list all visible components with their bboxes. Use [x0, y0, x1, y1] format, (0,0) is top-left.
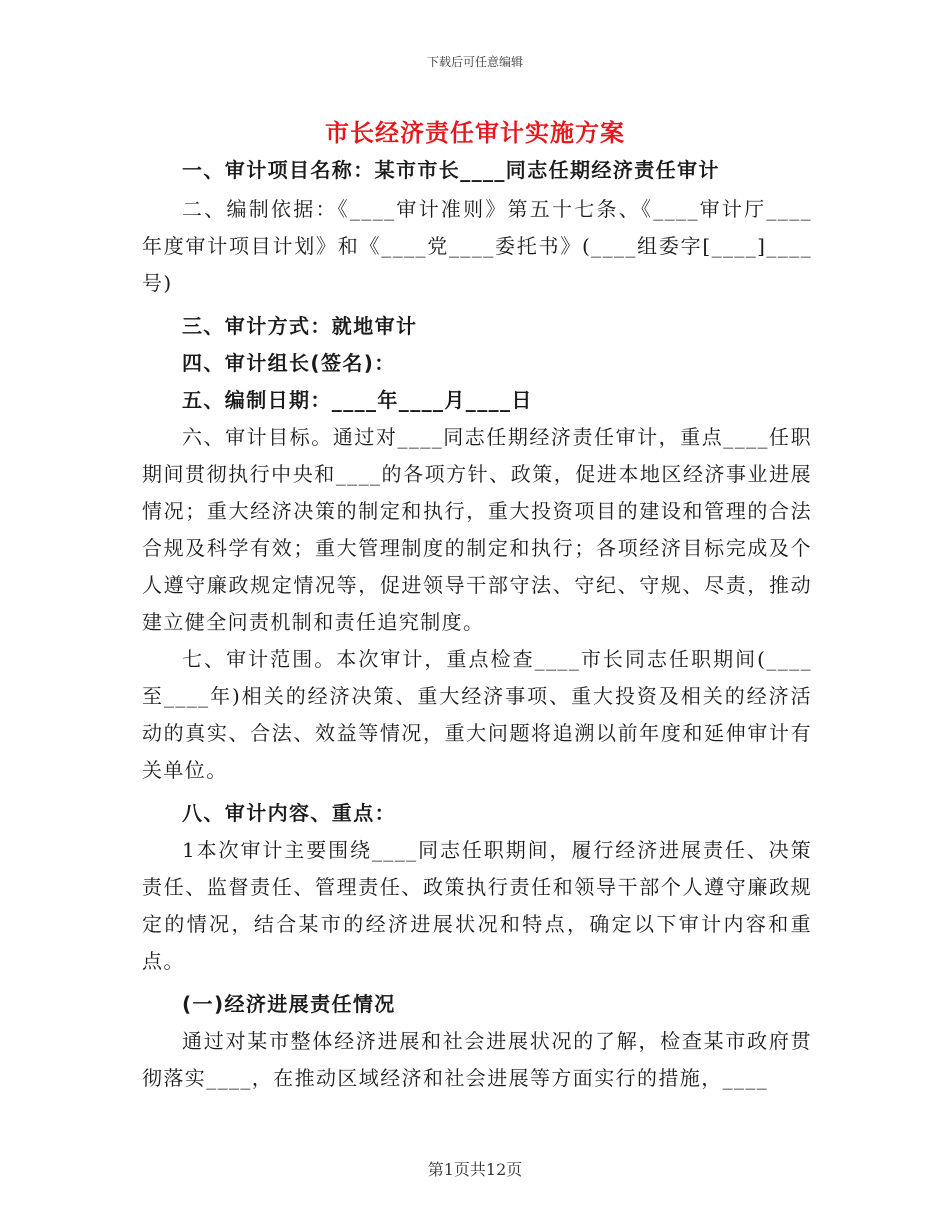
document-body — [142, 152, 812, 1097]
page-footer: 第1页共12页 — [427, 1160, 523, 1179]
document-title: 市长经济责任审计实施方案 — [325, 118, 625, 147]
item-audit-content-heading: 八、审计内容、重点： — [182, 801, 396, 825]
item-audit-objective: 六、审计目标。通过对____同志任期经济责任审计，重点____任职期间贯彻执行中央和____的各项方针、政策，促进本地区经济事业进展情况；重大经济决策的制定和执行，重大投资项目的建设和管理的合法合规及科学有效；重大管理制度的制定和执行；各项经济目标完成及个人遵守廉政规定情况等，促进领导干部守法、守纪、守规、尽责，推动建立健全问责机制和责任追究制度。 — [142, 425, 812, 634]
item-audit-leader: 四、审计组长(签名)： — [182, 351, 396, 375]
item-date: 五、编制日期：____年____月____日 — [182, 388, 533, 412]
item-audit-content-intro: 1本次审计主要围绕____同志任职期间，履行经济进展责任、决策责任、监督责任、管理责任、政策执行责任和领导干部个人遵守廉政规定的情况，结合某市的经济进展状况和特点，确定以下审计内容和重点。 — [142, 838, 812, 973]
item-audit-method: 三、审计方式：就地审计 — [182, 314, 418, 338]
subheading-economic-progress: (一)经济进展责任情况 — [182, 992, 396, 1016]
item-project-name: 一、审计项目名称：某市市长____同志任期经济责任审计 — [182, 158, 720, 182]
item-economic-progress-text: 通过对某市整体经济进展和社会进展状况的了解，检查某市政府贯彻落实____，在推动区域经济和社会进展等方面实行的措施，____ — [142, 1029, 812, 1090]
header-note: 下载后可任意编辑 — [426, 55, 523, 69]
item-audit-scope: 七、审计范围。本次审计，重点检查____市长同志任职期间(____至____年)相关的经济决策、重大经济事项、重大投资及相关的经济活动的真实、合法、效益等情况，重大问题将追溯以前年度和延伸审计有关单位。 — [142, 647, 812, 782]
item-basis: 二、编制依据：《____审计准则》第五十七条、《____审计厅____年度审计项目计划》和《____党____委托书》(____组委字[____]____号) — [142, 197, 812, 295]
